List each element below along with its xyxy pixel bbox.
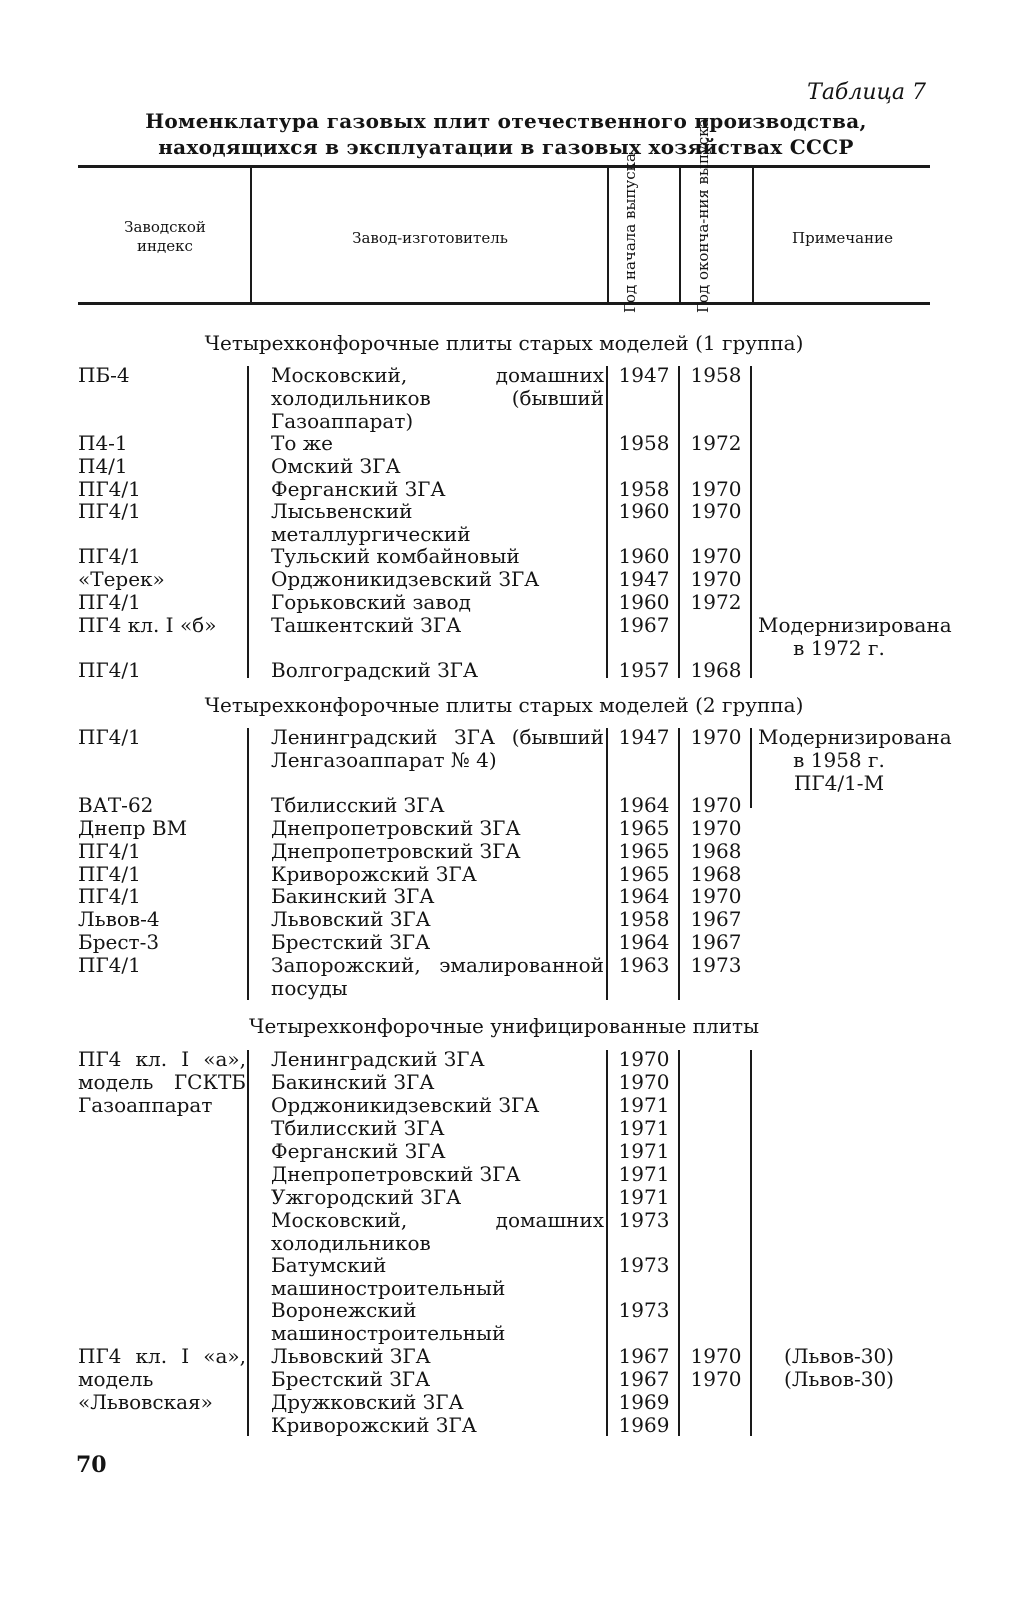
cell-factory: Бакинский ЗГА	[271, 884, 435, 908]
cell-start-year: 1947	[618, 725, 670, 749]
cell-start-year: 1967	[618, 1367, 670, 1391]
column-rule	[678, 1050, 680, 1436]
cell-end-year: 1970	[690, 1344, 742, 1368]
cell-factory: Ленинградский ЗГА (бывший Ленгазоаппарат № 4)	[271, 725, 604, 772]
cell-factory: Омский ЗГА	[271, 454, 401, 478]
cell-factory: Криворожский ЗГА	[271, 862, 477, 886]
section-heading: Четырехконфорочные плиты старых моделей (1 группа)	[204, 331, 804, 355]
cell-end-year: 1958	[690, 363, 742, 387]
header-divider	[250, 168, 252, 302]
cell-start-year: 1970	[618, 1070, 670, 1094]
cell-factory: Бакинский ЗГА	[271, 1070, 435, 1094]
header-note: Примечание	[792, 229, 893, 247]
column-rule	[678, 728, 680, 1000]
cell-index: ПГ4/1	[78, 884, 141, 908]
cell-start-year: 1969	[618, 1390, 670, 1414]
cell-factory: Львовский ЗГА	[271, 1344, 431, 1368]
cell-index: ПГ4 кл. I «а», модель ГСКТБ Газоаппарат	[78, 1047, 246, 1117]
header-divider	[679, 168, 681, 302]
cell-index: ВАТ-62	[78, 793, 154, 817]
cell-factory: Ташкентский ЗГА	[271, 613, 462, 637]
cell-index: ПГ4/1	[78, 590, 141, 614]
column-rule	[606, 728, 608, 1000]
cell-start-year: 1971	[618, 1139, 670, 1163]
cell-factory: Брестский ЗГА	[271, 930, 431, 954]
header-factory: Завод-изготовитель	[352, 229, 508, 247]
cell-factory: Батумский машиностроительный	[271, 1253, 506, 1300]
table-title-line-1: Номенклатура газовых плит отечественного производства,	[145, 109, 867, 133]
cell-factory: Днепропетровский ЗГА	[271, 839, 521, 863]
cell-factory: Волгоградский ЗГА	[271, 658, 479, 682]
cell-index: ПГ4 кл. I «б»	[78, 613, 217, 637]
cell-end-year: 1967	[690, 930, 742, 954]
column-rule	[750, 728, 752, 808]
column-rule	[606, 1050, 608, 1436]
cell-start-year: 1965	[618, 839, 670, 863]
cell-factory: Тульский комбайновый	[271, 544, 520, 568]
cell-factory: Лысьвенский металлургический	[271, 499, 471, 546]
header-start-year: Год начала выпуска	[621, 153, 639, 313]
cell-factory: Орджоникидзевский ЗГА	[271, 567, 540, 591]
cell-end-year: 1970	[690, 1367, 742, 1391]
cell-start-year: 1965	[618, 862, 670, 886]
cell-end-year: 1970	[690, 499, 742, 523]
cell-factory: Тбилисский ЗГА	[271, 1116, 445, 1140]
cell-start-year: 1973	[618, 1298, 670, 1322]
cell-index: ПГ4/1	[78, 658, 141, 682]
cell-start-year: 1970	[618, 1047, 670, 1071]
cell-factory: Московский, домашних холодильников (бывший Газоаппарат)	[271, 363, 604, 433]
cell-end-year: 1970	[690, 816, 742, 840]
table-caption: Таблица 7	[807, 80, 926, 105]
cell-start-year: 1958	[618, 477, 670, 501]
table-top-rule	[78, 165, 930, 168]
cell-start-year: 1973	[618, 1208, 670, 1232]
cell-factory: То же	[271, 431, 333, 455]
cell-start-year: 1973	[618, 1253, 670, 1277]
cell-start-year: 1971	[618, 1093, 670, 1117]
cell-start-year: 1947	[618, 363, 670, 387]
cell-start-year: 1967	[618, 1344, 670, 1368]
cell-end-year: 1967	[690, 907, 742, 931]
cell-start-year: 1957	[618, 658, 670, 682]
cell-factory: Московский, домашних холодильников	[271, 1208, 604, 1255]
cell-factory: Воронежский машиностроительный	[271, 1298, 506, 1345]
cell-start-year: 1964	[618, 793, 670, 817]
cell-start-year: 1958	[618, 907, 670, 931]
section-heading: Четырехконфорочные плиты старых моделей (2 группа)	[204, 693, 804, 717]
cell-note: (Львов-30)	[784, 1344, 894, 1368]
header-divider	[607, 168, 609, 302]
column-rule	[247, 366, 249, 678]
cell-factory: Ферганский ЗГА	[271, 477, 446, 501]
cell-start-year: 1963	[618, 953, 670, 977]
cell-index: ПГ4/1	[78, 544, 141, 568]
header-end-year: Год оконча-ния выпуска	[694, 118, 712, 313]
cell-index: Брест-3	[78, 930, 160, 954]
cell-note: Модернизирована в 1972 г.	[758, 613, 952, 660]
column-rule	[750, 366, 752, 678]
cell-end-year: 1970	[690, 793, 742, 817]
cell-end-year: 1970	[690, 477, 742, 501]
cell-start-year: 1964	[618, 884, 670, 908]
cell-start-year: 1958	[618, 431, 670, 455]
cell-index: ПГ4/1	[78, 725, 141, 749]
header-index: Заводской индекс	[124, 218, 206, 255]
cell-factory: Криворожский ЗГА	[271, 1413, 477, 1437]
cell-end-year: 1968	[690, 862, 742, 886]
cell-factory: Дружковский ЗГА	[271, 1390, 464, 1414]
cell-index: П4-1	[78, 431, 128, 455]
cell-index: Львов-4	[78, 907, 160, 931]
cell-end-year: 1970	[690, 544, 742, 568]
cell-start-year: 1960	[618, 544, 670, 568]
page-number: 70	[76, 1452, 107, 1478]
cell-end-year: 1970	[690, 567, 742, 591]
cell-factory: Днепропетровский ЗГА	[271, 816, 521, 840]
cell-factory: Ленинградский ЗГА	[271, 1047, 485, 1071]
cell-start-year: 1969	[618, 1413, 670, 1437]
column-rule	[750, 1050, 752, 1436]
cell-index: ПБ-4	[78, 363, 130, 387]
cell-end-year: 1972	[690, 431, 742, 455]
column-rule	[606, 366, 608, 678]
cell-end-year: 1970	[690, 884, 742, 908]
cell-factory: Горьковский завод	[271, 590, 471, 614]
cell-end-year: 1970	[690, 725, 742, 749]
table-header-rule	[78, 302, 930, 305]
cell-end-year: 1968	[690, 658, 742, 682]
cell-start-year: 1971	[618, 1116, 670, 1140]
cell-factory: Львовский ЗГА	[271, 907, 431, 931]
cell-index: П4/1	[78, 454, 128, 478]
cell-index: ПГ4/1	[78, 953, 141, 977]
header-divider	[752, 168, 754, 302]
cell-end-year: 1968	[690, 839, 742, 863]
cell-index: ПГ4/1	[78, 839, 141, 863]
cell-end-year: 1972	[690, 590, 742, 614]
column-rule	[247, 728, 249, 1000]
cell-index: «Терек»	[78, 567, 165, 591]
cell-index: ПГ4/1	[78, 499, 141, 523]
cell-factory: Ферганский ЗГА	[271, 1139, 446, 1163]
cell-index: ПГ4 кл. I «а», модель «Львовская»	[78, 1344, 246, 1414]
cell-start-year: 1960	[618, 499, 670, 523]
column-rule	[678, 366, 680, 678]
cell-factory: Запорожский, эмалированной посуды	[271, 953, 604, 1000]
cell-factory: Тбилисский ЗГА	[271, 793, 445, 817]
cell-factory: Брестский ЗГА	[271, 1367, 431, 1391]
cell-index: Днепр ВМ	[78, 816, 188, 840]
cell-start-year: 1965	[618, 816, 670, 840]
cell-factory: Орджоникидзевский ЗГА	[271, 1093, 540, 1117]
table-title	[0, 108, 1012, 160]
cell-index: ПГ4/1	[78, 862, 141, 886]
cell-start-year: 1964	[618, 930, 670, 954]
cell-start-year: 1971	[618, 1185, 670, 1209]
cell-start-year: 1971	[618, 1162, 670, 1186]
cell-factory: Днепропетровский ЗГА	[271, 1162, 521, 1186]
table-title-line-2: находящихся в эксплуатации в газовых хозяйствах СССР	[158, 135, 854, 159]
cell-end-year: 1973	[690, 953, 742, 977]
cell-start-year: 1967	[618, 613, 670, 637]
cell-factory: Ужгородский ЗГА	[271, 1185, 462, 1209]
section-heading: Четырехконфорочные унифицированные плиты	[248, 1014, 760, 1038]
cell-note: Модернизирована в 1958 г. ПГ4/1-М	[758, 725, 952, 795]
cell-note: (Львов-30)	[784, 1367, 894, 1391]
cell-index: ПГ4/1	[78, 477, 141, 501]
cell-start-year: 1960	[618, 590, 670, 614]
column-rule	[247, 1050, 249, 1436]
cell-start-year: 1947	[618, 567, 670, 591]
